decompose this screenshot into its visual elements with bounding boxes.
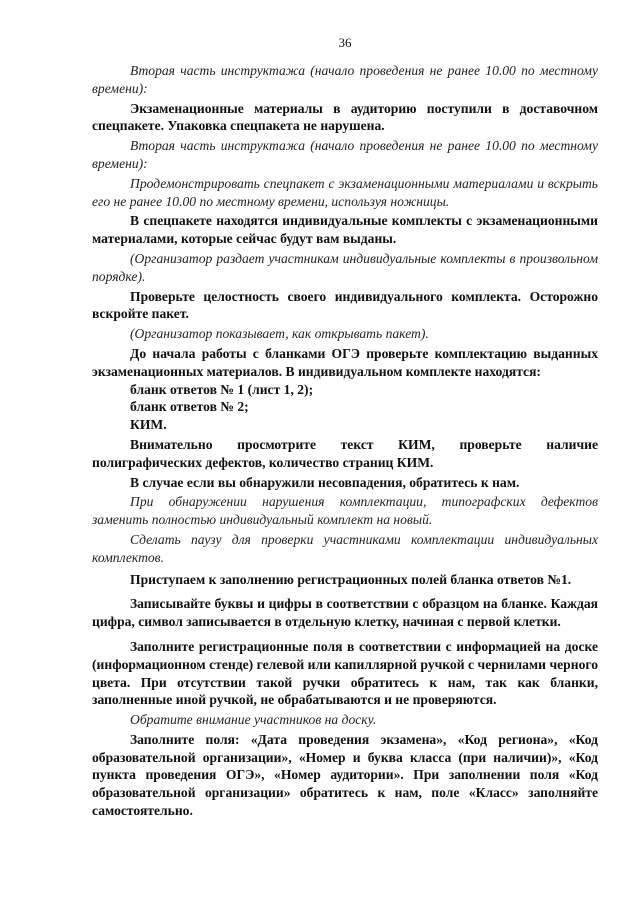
package-contents-text: В спецпакете находятся индивидуальные комплекты с экзаменационными материалами, которые сейчас будут вам выданы. [92,213,598,247]
fill-fields-list-text: Заполните поля: «Дата проведения экзамена», «Код региона», «Код образовательной организации», «Номер и буква класса (при наличии)», «Код пункта проведения ОГЭ», «Номер аудитории». При заполнении поля «Код образовательной организации» обратитесь к нам, поле «Класс» заполняйте самостоятельно. [92,731,598,819]
review-kim-text: Внимательно просмотрите текст КИМ, проверьте наличие полиграфических дефектов, количество страниц КИМ. [92,436,598,470]
materials-arrived-text: Экзаменационные материалы в аудиторию поступили в доставочном спецпакете. Упаковка спецпакета не нарушена. [92,100,598,134]
instruction-part-two-heading-repeat: Вторая часть инструктажа (начало проведения не ранее 10.00 по местному времени): [92,138,598,171]
mismatch-contact-text: В случае если вы обнаружили несовпадения, обратитесь к нам. [130,474,520,490]
start-registration-text: Приступаем к заполнению регистрационных полей бланка ответов №1. [130,571,572,587]
kit-item-answer-form-1: бланк ответов № 1 (лист 1, 2); [130,381,314,397]
document-page [92,32,598,820]
write-characters-text: Записывайте буквы и цифры в соответствии с образцом на бланке. Каждая цифра, символ записывается в отдельную клетку, начиная с первой клетки. [92,596,598,630]
kit-item-kim: КИМ. [130,417,167,433]
instruction-part-two-heading: Вторая часть инструктажа (начало проведения не ранее 10.00 по местному времени): [92,63,598,96]
pause-check-note: Сделать паузу для проверки участниками комплектации индивидуальных комплектов. [92,531,598,565]
attention-board-note: Обратите внимание участников на доску. [130,712,377,728]
page-number: 36 [338,35,352,50]
replace-kit-note: При обнаружении нарушения комплектации, типографских дефектов заменить полностью индивидуальный комплект на новый. [92,494,598,528]
fill-registration-fields-text: Заполните регистрационные поля в соответствии с информацией на доске (информационном стенде) гелевой или капиллярной ручкой с чернилами черного цвета. При отсутствии такой ручки обратитесь к нам, так как бланки, заполненные иной ручкой, не обрабатываются и не проверяются. [92,638,598,708]
check-kit-contents-text: До начала работы с бланками ОГЭ проверьте комплектацию выданных экзаменационных материалов. В индивидуальном комплекте находятся: [92,345,598,379]
kit-item-answer-form-2: бланк ответов № 2; [130,399,249,415]
show-opening-note: (Организатор показывает, как открывать пакет). [130,326,429,342]
demonstrate-package-note: Продемонстрировать спецпакет с экзаменационными материалами и вскрыть его не ранее 10.00 по местному времени, используя ножницы. [92,175,598,209]
check-integrity-text: Проверьте целостность своего индивидуального комплекта. Осторожно вскройте пакет. [92,288,598,322]
distribute-kits-note: (Организатор раздает участникам индивидуальные комплекты в произвольном порядке). [92,250,598,284]
